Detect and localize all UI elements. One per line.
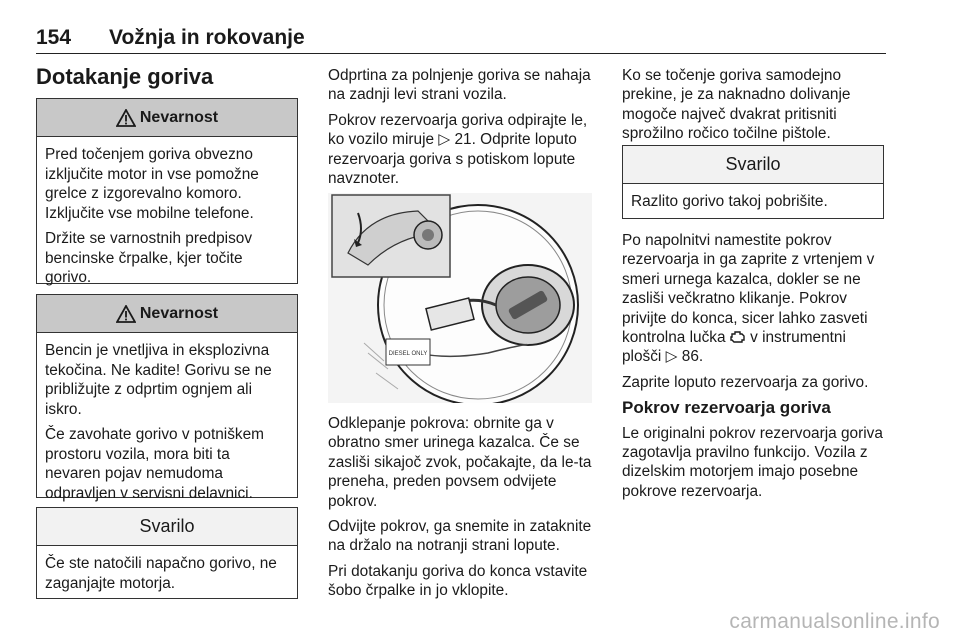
diesel-label: DIESEL ONLY	[388, 351, 428, 357]
danger-1-paragraph: Držite se varnostnih predpisov bencinske črpalke, kjer točite gorivo.	[45, 230, 253, 286]
caution-box-1-body	[37, 546, 297, 605]
column-3-bottom	[622, 231, 888, 507]
warning-triangle-icon	[116, 109, 136, 127]
danger-box-1-header	[37, 99, 297, 137]
closing-instructions-text: Po napolnitvi namestite pokrov rezervoarja in ga zaprite z vrtenjem v smeri urnega kazalca, dokler se ne zasliši večkratno klikanje. Pokrov privijte do konca, sicer lahko zasveti kontrolna lučka v instrumentni plošči ▷ 86.	[622, 232, 875, 366]
caution-1-text: Če ste natočili napačno gorivo, ne zaganjajte motorja.	[45, 555, 277, 592]
original-cap-text: Le originalni pokrov rezervoarja goriva zagotavlja pravilno funkcijo. Vozila z dizelskim motorjem imajo posebne pokrove rezervoarja.	[622, 424, 883, 500]
caution-box-2-header	[623, 146, 883, 184]
warning-triangle-icon	[116, 305, 136, 323]
fuel-filler-location-text: Odprtina za polnjenje goriva se nahaja na zadnji levi strani vozila.	[328, 67, 591, 104]
subsection-title: Pokrov rezervoarja goriva	[622, 398, 831, 418]
page-header	[36, 24, 886, 54]
danger-box-2-header	[37, 295, 297, 333]
caution-2-text: Razlito gorivo takoj pobrišite.	[631, 193, 828, 210]
danger-box-2	[36, 294, 298, 502]
fuel-filler-illustration	[328, 193, 592, 403]
danger-1-paragraph: Pred točenjem goriva obvezno izključite motor in vse pomožne grelce z izgorevalno komoro. Izključite vse mobilne telefone.	[45, 146, 259, 222]
danger-box-1-title: Nevarnost	[139, 108, 219, 126]
column-3-top	[622, 66, 888, 150]
watermark: carmanualsonline.info	[729, 610, 940, 633]
column-2-top	[328, 66, 596, 194]
engine-warning-icon	[730, 330, 746, 343]
page-number: 154	[36, 26, 72, 49]
danger-box-1-body	[37, 137, 297, 300]
page-reference: 86	[681, 348, 699, 366]
auto-stop-text: Ko se točenje goriva samodejno prekine, je za naknadno dolivanje mogoče največ dvakrat pritisniti sprožilno ročico točilne pištole.	[622, 67, 851, 143]
caution-box-1-header	[37, 508, 297, 546]
unlocking-text: Odklepanje pokrova: obrnite ga v obratno smer urinega kazalca. Če se zasliši sikajoč zvok, počakajte, da le-ta preneha, preden povsem odvijete pokrov.	[328, 415, 592, 510]
danger-box-2-title: Nevarnost	[139, 304, 219, 322]
danger-box-2-body	[37, 333, 297, 515]
danger-2-paragraph: Bencin je vnetljiva in eksplozivna tekočina. Ne kadite! Gorivu se ne približujte z odprtim ognjem ali iskro.	[45, 342, 272, 418]
danger-box-1	[36, 98, 298, 284]
opening-instructions-text: Pokrov rezervoarja goriva odpirajte le, ko vozilo miruje ▷ 21. Odprite loputo rezervoarja goriva s potiskom lopute navznoter.	[328, 111, 588, 188]
column-2-bottom	[328, 414, 596, 607]
remove-cap-text: Odvijte pokrov, ga snemite in zataknite na držalo na notranji strani lopute.	[328, 518, 592, 555]
insert-nozzle-text: Pri dotakanju goriva do konca vstavite šobo črpalke in jo vklopite.	[328, 562, 588, 600]
caution-box-2-body	[623, 184, 883, 224]
caution-box-1	[36, 507, 298, 599]
danger-2-paragraph: Če zavohate gorivo v potniškem prostoru vozila, mora biti ta nevaren pojav nemudoma odpravljen v servisni delavnici.	[45, 426, 265, 502]
fuel-cap-drawing	[328, 193, 592, 403]
caution-box-2	[622, 145, 884, 219]
close-flap-text: Zaprite loputo rezervoarja za gorivo.	[622, 373, 869, 391]
caution-box-1-title: Svarilo	[139, 516, 195, 536]
page-reference-arrow-icon: ▷	[665, 348, 678, 366]
page-reference: 21	[454, 131, 472, 149]
chapter-title: Vožnja in rokovanje	[109, 26, 305, 49]
page-reference-arrow-icon: ▷	[438, 131, 451, 149]
section-title: Dotakanje goriva	[36, 64, 214, 89]
caution-box-2-title: Svarilo	[725, 154, 781, 174]
